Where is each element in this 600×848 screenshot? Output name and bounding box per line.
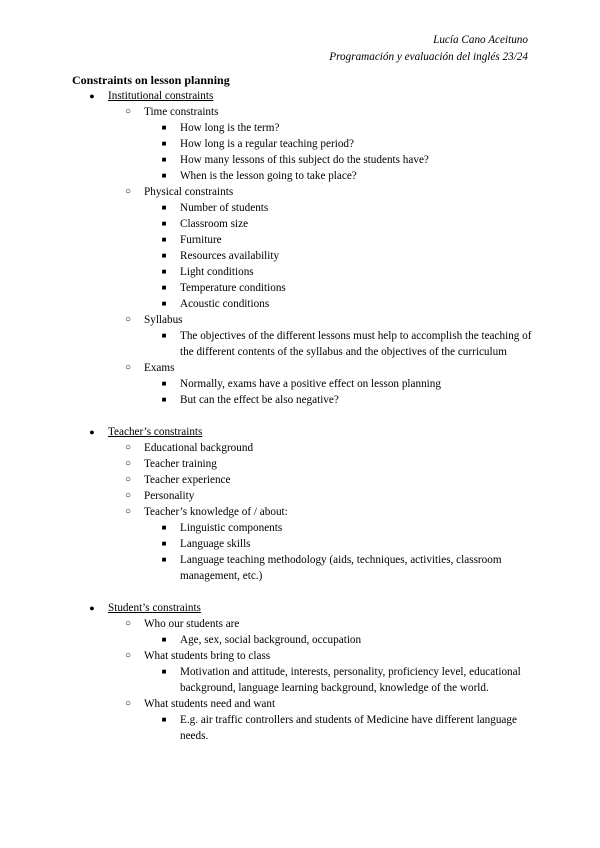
square-bullet-icon: ■ xyxy=(161,539,167,548)
section-item xyxy=(72,88,532,408)
hollow-circle-bullet-icon: ○ xyxy=(124,186,132,197)
subsection-item xyxy=(108,616,532,648)
subsection-label: What students need and want xyxy=(144,698,276,710)
section-heading: Institutional constraints xyxy=(108,90,214,102)
detail-text: Temperature conditions xyxy=(180,282,286,294)
subsection-list xyxy=(108,104,532,408)
square-bullet-icon: ■ xyxy=(161,379,167,388)
detail-item xyxy=(144,248,532,264)
detail-item xyxy=(144,280,532,296)
square-bullet-icon: ■ xyxy=(161,267,167,276)
detail-list xyxy=(144,520,532,584)
square-bullet-icon: ■ xyxy=(161,251,167,260)
detail-text: Language teaching methodology (aids, techniques, activities, classroom management, etc.) xyxy=(180,554,502,582)
detail-list xyxy=(144,712,532,744)
subsection-label: Teacher training xyxy=(144,458,217,470)
detail-text: Language skills xyxy=(180,538,251,550)
detail-text: Linguistic components xyxy=(180,522,283,534)
author-name: Lucía Cano Aceituno xyxy=(433,34,528,46)
detail-item xyxy=(144,392,532,408)
subsection-label: Teacher experience xyxy=(144,474,231,486)
square-bullet-icon: ■ xyxy=(161,123,167,132)
detail-text: The objectives of the different lessons must help to accomplish the teaching of the different contents of the syllabus and the objectives of the curriculum xyxy=(180,330,532,358)
detail-text: Furniture xyxy=(180,234,222,246)
square-bullet-icon: ■ xyxy=(161,171,167,180)
subsection-label: Exams xyxy=(144,362,175,374)
square-bullet-icon: ■ xyxy=(161,395,167,404)
outline-list xyxy=(72,88,532,744)
hollow-circle-bullet-icon: ○ xyxy=(124,490,132,501)
subsection-label: Physical constraints xyxy=(144,186,234,198)
subsection-label: What students bring to class xyxy=(144,650,271,662)
detail-item xyxy=(144,216,532,232)
detail-list xyxy=(144,120,532,184)
course-name: Programación y evaluación del inglés 23/24 xyxy=(329,51,528,63)
subsection-label: Personality xyxy=(144,490,195,502)
detail-item xyxy=(144,376,532,392)
detail-item xyxy=(144,200,532,216)
square-bullet-icon: ■ xyxy=(161,555,167,564)
hollow-circle-bullet-icon: ○ xyxy=(124,314,132,325)
detail-item xyxy=(144,152,532,168)
detail-item xyxy=(144,136,532,152)
subsection-item xyxy=(108,472,532,488)
square-bullet-icon: ■ xyxy=(161,155,167,164)
square-bullet-icon: ■ xyxy=(161,219,167,228)
subsection-label: Who our students are xyxy=(144,618,240,630)
section-heading: Student’s constraints xyxy=(108,602,201,614)
subsection-item xyxy=(108,648,532,696)
detail-item xyxy=(144,712,532,744)
detail-list xyxy=(144,664,532,696)
hollow-circle-bullet-icon: ○ xyxy=(124,506,132,517)
subsection-item xyxy=(108,504,532,584)
section-heading: Teacher’s constraints xyxy=(108,426,203,438)
detail-text: E.g. air traffic controllers and students of Medicine have different language needs. xyxy=(180,714,517,742)
square-bullet-icon: ■ xyxy=(161,139,167,148)
square-bullet-icon: ■ xyxy=(161,715,167,724)
square-bullet-icon: ■ xyxy=(161,523,167,532)
hollow-circle-bullet-icon: ○ xyxy=(124,698,132,709)
detail-item xyxy=(144,168,532,184)
detail-list xyxy=(144,376,532,408)
filled-circle-bullet-icon: ● xyxy=(89,427,95,437)
filled-circle-bullet-icon: ● xyxy=(89,91,95,101)
hollow-circle-bullet-icon: ○ xyxy=(124,442,132,453)
detail-item xyxy=(144,536,532,552)
detail-list xyxy=(144,200,532,312)
square-bullet-icon: ■ xyxy=(161,203,167,212)
subsection-item xyxy=(108,104,532,184)
detail-item xyxy=(144,328,532,360)
detail-item xyxy=(144,264,532,280)
square-bullet-icon: ■ xyxy=(161,283,167,292)
detail-text: Number of students xyxy=(180,202,269,214)
detail-text: How long is a regular teaching period? xyxy=(180,138,354,150)
section-item xyxy=(72,600,532,744)
hollow-circle-bullet-icon: ○ xyxy=(124,618,132,629)
detail-text: How many lessons of this subject do the students have? xyxy=(180,154,429,166)
square-bullet-icon: ■ xyxy=(161,667,167,676)
square-bullet-icon: ■ xyxy=(161,331,167,340)
section-item xyxy=(72,424,532,584)
hollow-circle-bullet-icon: ○ xyxy=(124,106,132,117)
detail-text: But can the effect be also negative? xyxy=(180,394,339,406)
detail-item xyxy=(144,296,532,312)
detail-text: Classroom size xyxy=(180,218,249,230)
detail-text: Normally, exams have a positive effect on lesson planning xyxy=(180,378,441,390)
detail-item xyxy=(144,232,532,248)
subsection-item xyxy=(108,184,532,312)
outline xyxy=(72,88,532,744)
filled-circle-bullet-icon: ● xyxy=(89,603,95,613)
square-bullet-icon: ■ xyxy=(161,235,167,244)
detail-text: Age, sex, social background, occupation xyxy=(180,634,362,646)
subsection-list xyxy=(108,440,532,584)
detail-item xyxy=(144,120,532,136)
section-spacer xyxy=(72,408,532,424)
hollow-circle-bullet-icon: ○ xyxy=(124,458,132,469)
hollow-circle-bullet-icon: ○ xyxy=(124,474,132,485)
subsection-item xyxy=(108,440,532,456)
subsection-label: Teacher’s knowledge of / about: xyxy=(144,506,288,518)
subsection-item xyxy=(108,456,532,472)
detail-list xyxy=(144,328,532,360)
square-bullet-icon: ■ xyxy=(161,635,167,644)
square-bullet-icon: ■ xyxy=(161,299,167,308)
hollow-circle-bullet-icon: ○ xyxy=(124,650,132,661)
subsection-item xyxy=(108,360,532,408)
subsection-label: Syllabus xyxy=(144,314,183,326)
detail-item xyxy=(144,520,532,536)
subsection-item xyxy=(108,696,532,744)
detail-list xyxy=(144,632,532,648)
section-spacer xyxy=(72,584,532,600)
subsection-label: Time constraints xyxy=(144,106,219,118)
detail-text: When is the lesson going to take place? xyxy=(180,170,357,182)
page-title: Constraints on lesson planning xyxy=(72,73,230,87)
subsection-list xyxy=(108,616,532,744)
subsection-item xyxy=(108,488,532,504)
detail-item xyxy=(144,552,532,584)
detail-text: Light conditions xyxy=(180,266,254,278)
detail-item xyxy=(144,632,532,648)
detail-text: Acoustic conditions xyxy=(180,298,270,310)
detail-text: Resources availability xyxy=(180,250,280,262)
detail-text: Motivation and attitude, interests, personality, proficiency level, educational background, language learning background, knowledge of the world. xyxy=(180,666,521,694)
hollow-circle-bullet-icon: ○ xyxy=(124,362,132,373)
page-header xyxy=(329,32,528,66)
subsection-label: Educational background xyxy=(144,442,254,454)
subsection-item xyxy=(108,312,532,360)
detail-text: How long is the term? xyxy=(180,122,280,134)
detail-item xyxy=(144,664,532,696)
